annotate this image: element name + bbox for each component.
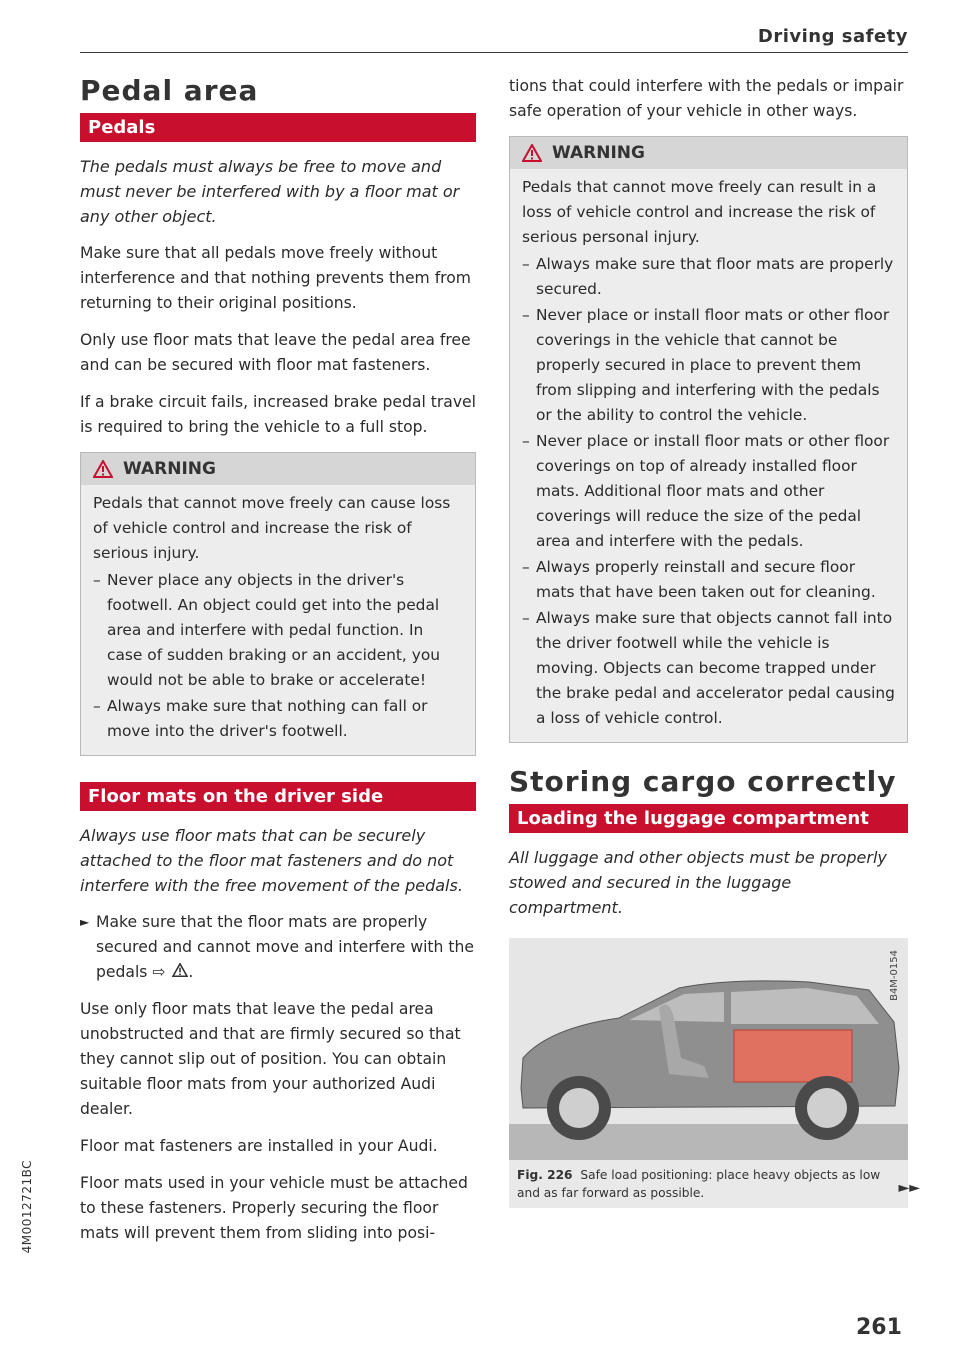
- list-item: – Always make sure that nothing can fall or move into the driver's footwell.: [93, 694, 463, 744]
- paragraph: If a brake circuit fails, increased brake pedal travel is required to bring the vehicle to a full stop.: [80, 393, 476, 436]
- intro-luggage: All luggage and other objects must be properly stowed and secured in the luggage compartment.: [509, 848, 887, 917]
- list-item: – Always make sure that floor mats are properly secured.: [522, 252, 895, 302]
- figure-image: [509, 938, 908, 1160]
- figure-226: [509, 938, 908, 1208]
- figure-caption-text: Safe load positioning: place heavy objects as low and as far forward as possible.: [517, 1168, 881, 1200]
- heading-luggage: Loading the luggage compartment: [509, 804, 908, 833]
- warning-title: WARNING: [123, 459, 216, 479]
- paragraph-continuation: tions that could interfere with the pedals or impair safe operation of your vehicle in other ways.: [509, 77, 904, 120]
- list-item: – Never place or install floor mats or other floor coverings on top of already installed floor mats. Additional floor mats and other coverings will reduce the size of the pedal area and interfere with the pedals.: [522, 429, 895, 554]
- page-number: 261: [856, 1315, 902, 1340]
- figure-label: Fig. 226: [517, 1168, 573, 1182]
- warning-header: [510, 137, 907, 169]
- list-item: – Always properly reinstall and secure floor mats that have been taken out for cleaning.: [522, 555, 895, 605]
- right-column: [509, 74, 908, 1208]
- left-column: [80, 74, 476, 1258]
- continue-arrow-icon: ►►: [898, 1180, 920, 1196]
- warning-body: [81, 485, 475, 755]
- paragraph: Only use floor mats that leave the pedal area free and can be secured with floor mat fasteners.: [80, 331, 471, 374]
- warning-triangle-icon: [522, 144, 542, 162]
- warning-header: [81, 453, 475, 485]
- figure-caption: [509, 1160, 908, 1208]
- list-item: – Never place any objects in the driver's footwell. An object could get into the pedal area and interfere with pedal function. In case of sudden braking or an accident, you would not be able to brake or accelerate!: [93, 568, 463, 693]
- warning-ref-icon[interactable]: [172, 960, 188, 985]
- warning-box: [80, 452, 476, 756]
- paragraph: Use only floor mats that leave the pedal area unobstructed and that are firmly secured so that they cannot slip out of position. You can obtain suitable floor mats from your authorized Audi dealer.: [80, 1000, 461, 1118]
- step-arrow-icon: ►: [80, 915, 90, 929]
- document-code: 4M0012721BC: [20, 1160, 34, 1254]
- step-text: Make sure that the floor mats are properly secured and cannot move and interfere with the pedals ⇨: [96, 913, 474, 981]
- step-instruction: ► Make sure that the floor mats are properly secured and cannot move and interfere with the pedals ⇨ .: [80, 910, 476, 985]
- section-title-cargo: Storing cargo correctly: [509, 765, 897, 798]
- paragraph: Floor mats used in your vehicle must be attached to these fasteners. Properly securing the floor mats will prevent them from sliding into posi-: [80, 1174, 468, 1242]
- warning-box: [509, 136, 908, 743]
- warning-triangle-icon: [93, 460, 113, 478]
- heading-pedals: Pedals: [80, 113, 476, 142]
- car-illustration: [509, 938, 908, 1160]
- warning-list: [93, 568, 463, 744]
- heading-floor-mats: Floor mats on the driver side: [80, 782, 476, 811]
- warning-list: [522, 252, 895, 731]
- warning-text: Pedals that cannot move freely can result in a loss of vehicle control and increase the risk of serious personal injury.: [522, 178, 877, 246]
- paragraph: Floor mat fasteners are installed in your Audi.: [80, 1137, 438, 1155]
- warning-text: Pedals that cannot move freely can cause loss of vehicle control and increase the risk of serious injury.: [93, 494, 451, 562]
- running-header: Driving safety: [757, 26, 908, 47]
- section-title-pedal-area: Pedal area: [80, 74, 259, 107]
- warning-title: WARNING: [552, 143, 645, 163]
- figure-code: B4M-0154: [889, 950, 900, 1001]
- paragraph: Make sure that all pedals move freely without interference and that nothing prevents them from returning to their original positions.: [80, 244, 471, 312]
- warning-body: [510, 169, 907, 742]
- list-item: – Never place or install floor mats or other floor coverings in the vehicle that cannot be properly secured in place to prevent them from slipping and interfering with the pedals or the ability to control the vehicle.: [522, 303, 895, 428]
- list-item: – Always make sure that objects cannot fall into the driver footwell while the vehicle is moving. Objects can become trapped under the brake pedal and accelerator pedal causing a loss of vehicle control.: [522, 606, 895, 731]
- intro-floor-mats: Always use floor mats that can be securely attached to the floor mat fasteners and do not interfere with the free movement of the pedals.: [80, 826, 463, 895]
- header-rule: [80, 52, 908, 53]
- intro-pedals: The pedals must always be free to move and must never be interfered with by a floor mat or any other object.: [80, 157, 460, 226]
